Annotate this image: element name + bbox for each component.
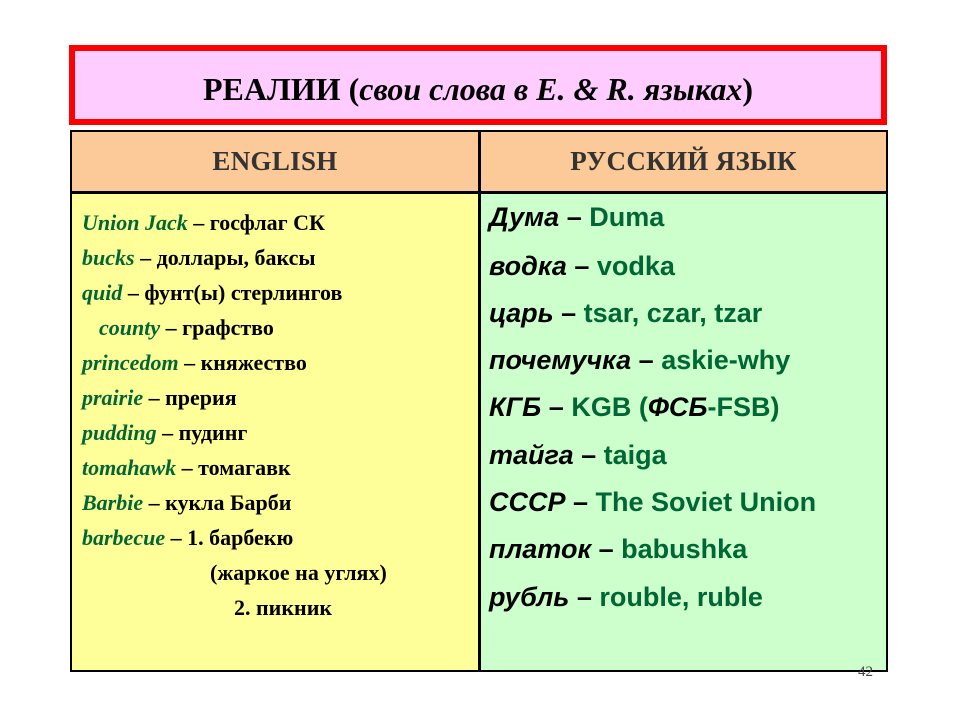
list-item: водка – vodka bbox=[489, 251, 675, 281]
slide-title bbox=[69, 45, 887, 125]
title-open-paren: ( bbox=[348, 70, 360, 107]
list-item: prairie – прерия bbox=[82, 385, 237, 410]
list-item: Union Jack – госфлаг СК bbox=[82, 210, 326, 235]
list-item: tomahawk – томагавк bbox=[82, 455, 291, 480]
list-item: СССР – The Soviet Union bbox=[489, 487, 817, 517]
list-item: quid – фунт(ы) стерлингов bbox=[82, 280, 343, 305]
title-subtitle: свои слова в E. & R. языках bbox=[359, 70, 743, 107]
page-number: 42 bbox=[858, 664, 873, 680]
list-item: царь – tsar, czar, tzar bbox=[489, 298, 763, 328]
list-item-continuation: 2. пикник bbox=[234, 595, 333, 620]
list-item: barbecue – 1. барбекю bbox=[82, 525, 294, 550]
header-russian: РУССКИЙ ЯЗЫК bbox=[481, 132, 886, 191]
list-item: Barbie – кукла Барби bbox=[82, 490, 292, 515]
list-item: КГБ – KGB (ФСБ-FSB) bbox=[489, 392, 780, 422]
list-item: princedom – княжество bbox=[82, 350, 307, 375]
list-item: почемучка – askie-why bbox=[489, 345, 791, 375]
header-english: ENGLISH bbox=[72, 132, 478, 191]
list-item: рубль – rouble, ruble bbox=[489, 582, 763, 612]
title-main: РЕАЛИИ bbox=[203, 70, 341, 107]
realia-table bbox=[70, 130, 888, 672]
russian-column bbox=[481, 194, 886, 670]
list-item: Дума – Duma bbox=[489, 202, 665, 232]
english-column bbox=[72, 194, 478, 670]
list-item-continuation: (жаркое на углях) bbox=[210, 560, 387, 585]
list-item: платок – babushka bbox=[489, 534, 748, 564]
title-close-paren: ) bbox=[742, 70, 753, 107]
list-item: тайга – taiga bbox=[489, 440, 667, 470]
list-item: bucks – доллары, баксы bbox=[82, 245, 316, 270]
list-item: pudding – пудинг bbox=[82, 420, 248, 445]
list-item: county – графство bbox=[99, 315, 274, 340]
